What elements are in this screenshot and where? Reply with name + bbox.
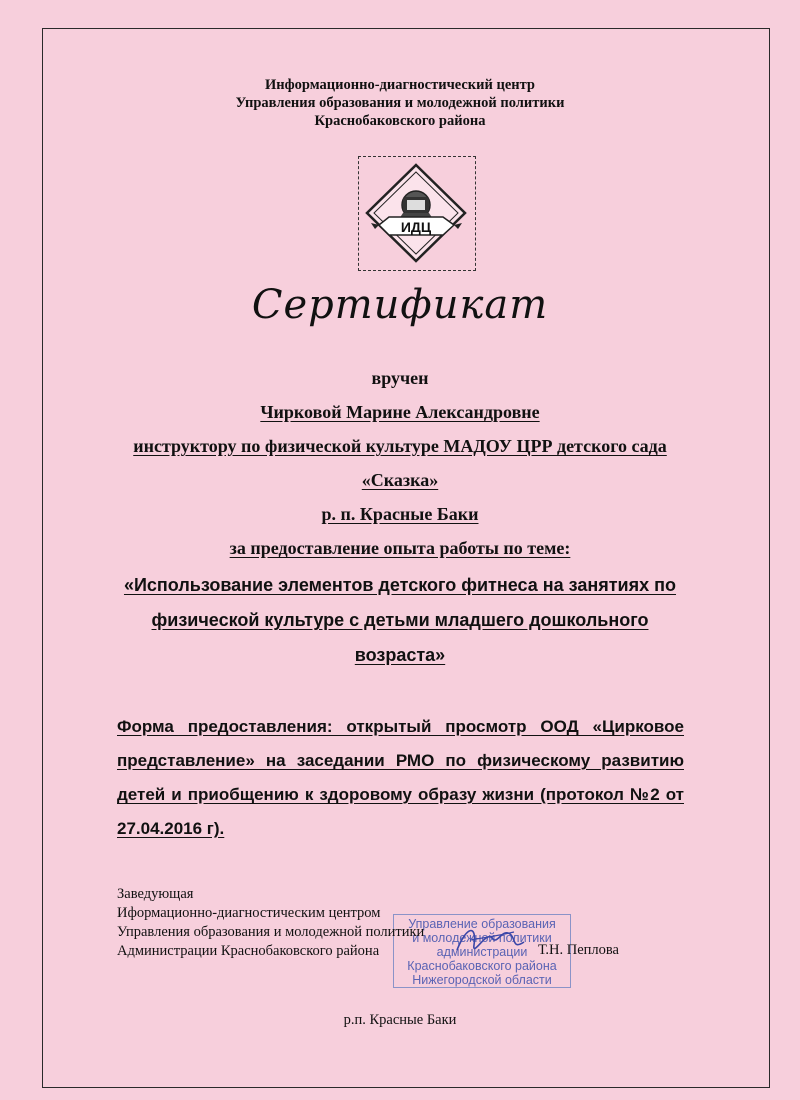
presentation-form-text: Форма предоставления: открытый просмотр ООД «Цирковое представление» на заседании РМО по физическому развитию детей и приобщению к здоровому образу жизни (протокол №2 от 27.04.2016 г).: [117, 717, 684, 838]
certificate-title: Сертификат: [251, 282, 549, 328]
footer-place: р.п. Красные Баки: [343, 1012, 457, 1028]
logo-text: ИДЦ: [400, 219, 432, 235]
logo: [358, 156, 476, 271]
recipient-position: инструктору по физической культуре МАДОУ ЦРР детского сада: [133, 436, 667, 456]
topic-line-2: физической культуре с детьми младшего дошкольного: [151, 610, 649, 630]
signature-block: [117, 885, 424, 961]
issuer-line-3: Краснобаковского района: [314, 113, 486, 129]
signature-line-1: Заведующая: [117, 886, 194, 902]
issuer-header: [0, 76, 800, 130]
stamp-line-4: Краснобаковского района: [407, 959, 557, 973]
signer-name: Т.Н. Пеплова: [538, 942, 619, 958]
stamp-line-1: Управление образования: [408, 917, 556, 931]
idc-emblem-icon: [359, 157, 474, 269]
awarded-label: вручен: [371, 368, 429, 388]
recipient-place: р. п. Красные Баки: [321, 504, 479, 524]
stamp-line-5: Нижегородской области: [412, 973, 552, 987]
issuer-line-1: Информационно-диагностический центр: [265, 77, 535, 93]
reason-intro: за предоставление опыта работы по теме:: [229, 538, 571, 558]
stamp-line-3: администрации: [436, 945, 528, 959]
recipient-org: «Сказка»: [361, 470, 439, 490]
issuer-line-2: Управления образования и молодежной политики: [235, 95, 565, 111]
handwritten-signature-icon: [452, 920, 532, 960]
signature-line-3: Управления образования и молодежной политики: [117, 924, 425, 940]
signature-line-4: Администрации Краснобаковского района: [117, 943, 380, 959]
stamp-line-2: и молодежной политики: [412, 931, 552, 945]
topic-line-1: «Использование элементов детского фитнеса на занятиях по: [123, 575, 677, 595]
recipient-name: Чирковой Марине Александровне: [260, 402, 540, 422]
presentation-form: [117, 710, 684, 846]
topic-line-3: возраста»: [354, 645, 446, 665]
signature-line-2: Иформационно-диагностическим центром: [117, 905, 381, 921]
